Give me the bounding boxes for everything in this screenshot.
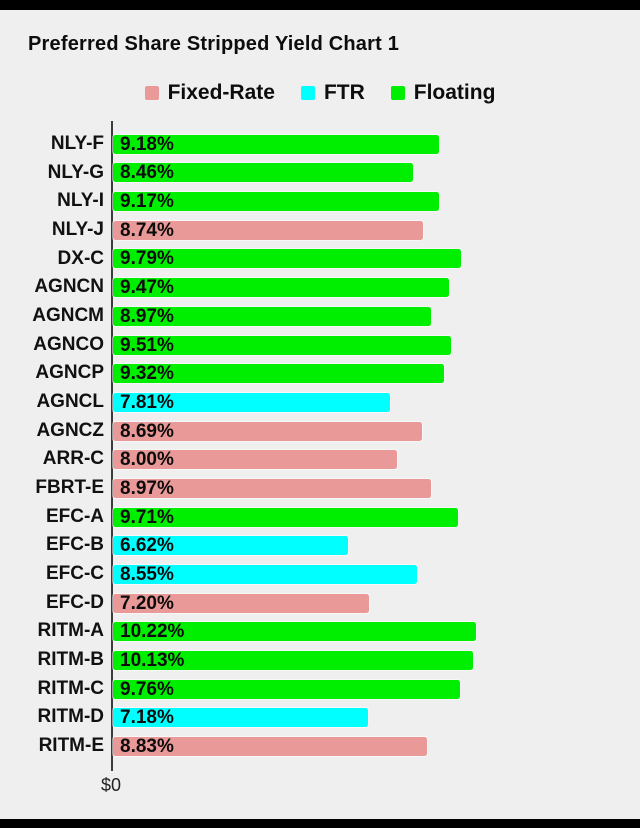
value-label: 9.76%	[120, 678, 174, 700]
chart-row	[0, 560, 640, 589]
chart-row	[0, 703, 640, 732]
category-label: EFC-C	[45, 563, 104, 585]
legend-item-ftr	[301, 81, 365, 105]
category-label: NLY-F	[50, 133, 104, 154]
bar-plot-area	[0, 130, 640, 761]
category-label: ARR-C	[42, 448, 104, 470]
chart-row	[0, 130, 640, 159]
chart-row	[0, 732, 640, 761]
value-label: 8.69%	[120, 420, 174, 442]
category-label: NLY-G	[47, 161, 104, 183]
chart-row	[0, 187, 640, 216]
chart-row	[0, 331, 640, 360]
legend-label: FTR	[323, 81, 365, 104]
category-label: DX-C	[57, 247, 104, 269]
chart-row	[0, 503, 640, 532]
legend-swatch-fixed	[145, 86, 159, 100]
chart-row	[0, 302, 640, 331]
category-label: RITM-D	[37, 706, 104, 728]
x-axis-tick-label: $0	[100, 775, 122, 795]
chart-row	[0, 417, 640, 446]
legend-swatch-ftr	[301, 86, 315, 100]
letterbox-bottom	[0, 819, 640, 828]
category-label: EFC-D	[45, 591, 104, 613]
value-label: 8.46%	[120, 162, 174, 184]
legend-item-fixed	[145, 81, 275, 105]
chart-row	[0, 445, 640, 474]
category-label: EFC-A	[45, 505, 104, 527]
value-label: 7.18%	[120, 707, 174, 729]
chart-row	[0, 216, 640, 245]
category-label: AGNCZ	[36, 419, 104, 441]
value-label: 7.20%	[120, 592, 174, 614]
category-label: EFC-B	[45, 534, 104, 556]
chart-row	[0, 617, 640, 646]
chart-row	[0, 388, 640, 417]
chart-legend	[0, 81, 640, 105]
value-label: 10.22%	[120, 621, 185, 643]
category-label: AGNCP	[35, 362, 104, 384]
letterbox-top	[0, 0, 640, 10]
value-label: 9.47%	[120, 277, 174, 299]
value-label: 9.18%	[120, 133, 174, 155]
category-label: NLY-I	[57, 190, 104, 212]
chart-row	[0, 531, 640, 560]
value-label: 9.32%	[120, 363, 174, 385]
value-label: 10.13%	[120, 649, 185, 671]
legend-label: Fixed-Rate	[167, 81, 275, 104]
category-label: AGNCM	[32, 305, 104, 327]
legend-swatch-floating	[391, 86, 405, 100]
chart-row	[0, 646, 640, 675]
category-label: RITM-C	[37, 677, 104, 699]
chart-title: Preferred Share Stripped Yield Chart 1	[28, 33, 400, 55]
value-label: 8.55%	[120, 563, 174, 585]
category-label: RITM-A	[37, 620, 104, 642]
value-label: 8.83%	[120, 735, 174, 757]
chart-row	[0, 474, 640, 503]
value-label: 8.74%	[120, 219, 174, 241]
value-label: 9.17%	[120, 191, 174, 213]
value-label: 8.97%	[120, 305, 174, 327]
legend-item-floating	[391, 81, 496, 105]
value-label: 7.81%	[120, 391, 174, 413]
category-label: RITM-B	[37, 649, 104, 671]
value-label: 8.00%	[120, 449, 174, 471]
category-label: RITM-E	[38, 735, 104, 757]
category-label: AGNCO	[33, 333, 104, 355]
chart-row	[0, 675, 640, 704]
category-label: FBRT-E	[35, 477, 104, 499]
value-label: 9.71%	[120, 506, 174, 528]
category-label: AGNCN	[34, 276, 104, 298]
category-label: NLY-J	[51, 219, 104, 241]
value-label: 9.79%	[120, 248, 174, 270]
value-label: 9.51%	[120, 334, 174, 356]
legend-label: Floating	[413, 81, 496, 104]
value-label: 8.97%	[120, 477, 174, 499]
chart-row	[0, 245, 640, 274]
chart-row	[0, 359, 640, 388]
chart-row	[0, 589, 640, 618]
chart-row	[0, 159, 640, 188]
value-label: 6.62%	[120, 535, 174, 557]
category-label: AGNCL	[36, 391, 104, 413]
chart-row	[0, 273, 640, 302]
